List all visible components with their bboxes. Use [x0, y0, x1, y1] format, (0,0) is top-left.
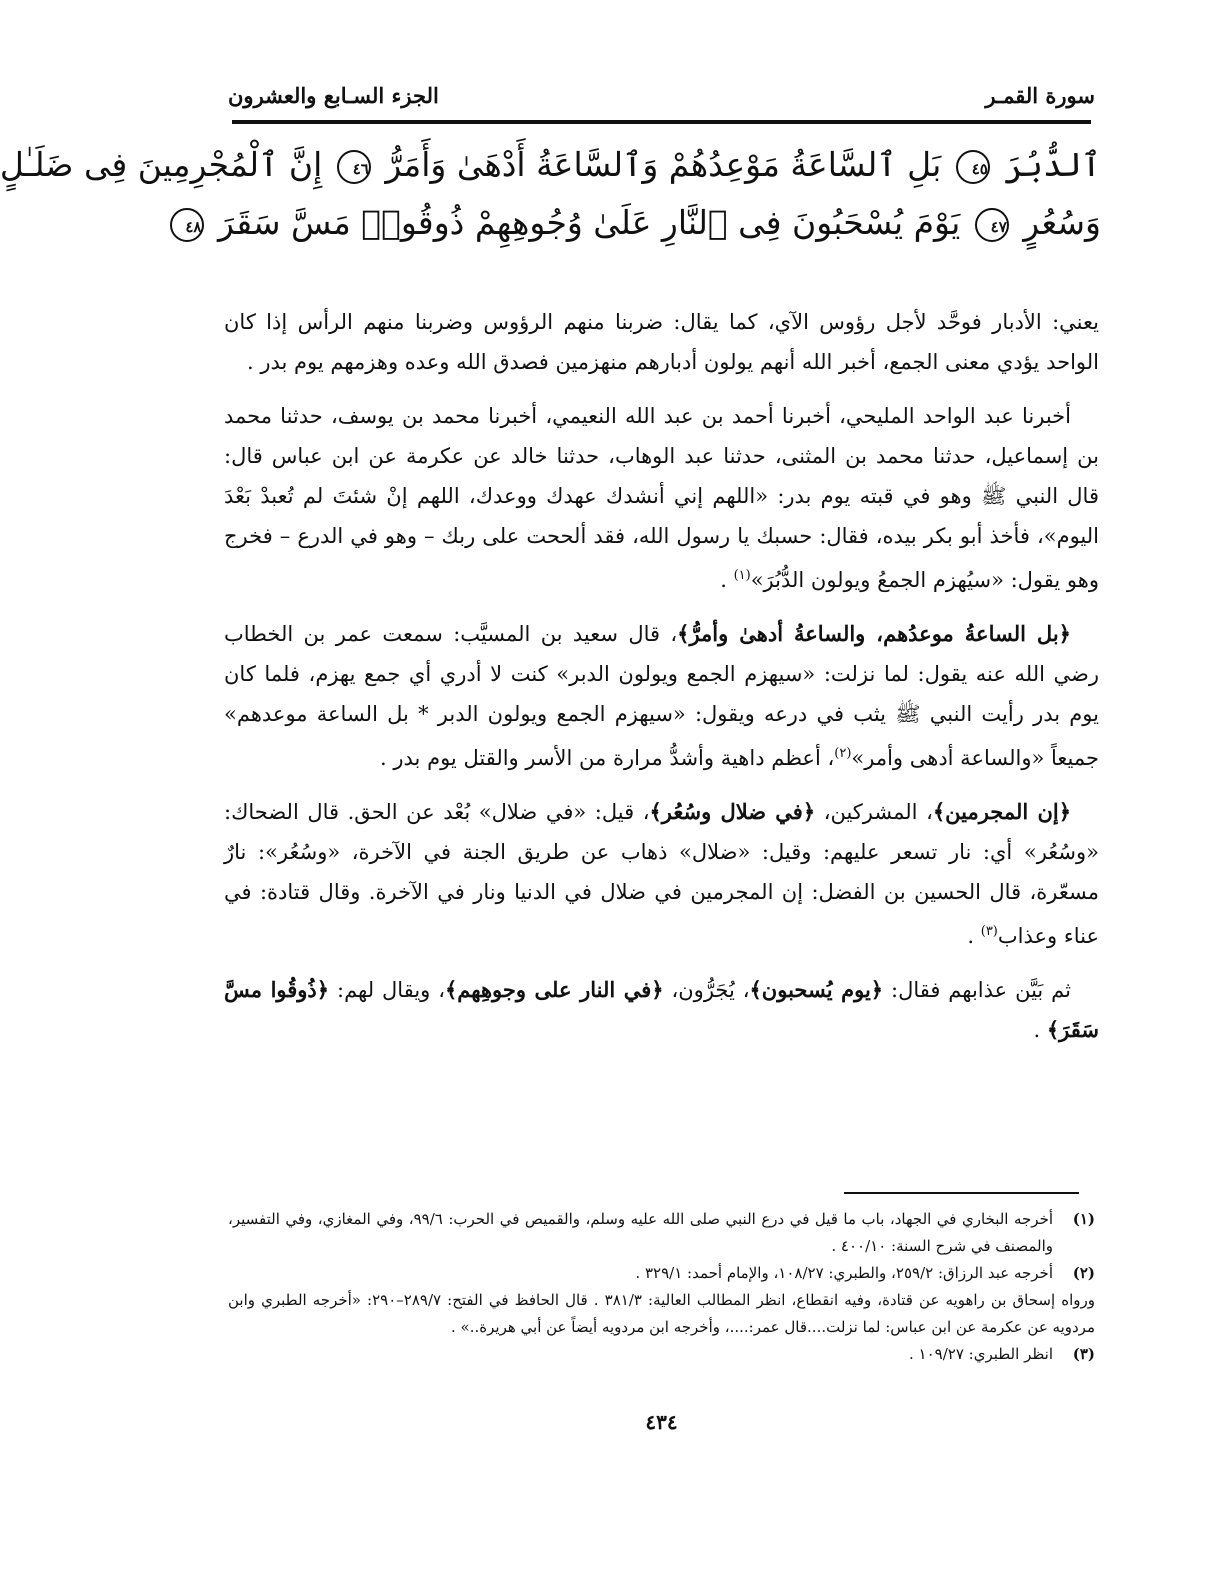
ayah-marker-48: ٤٨ — [170, 208, 204, 242]
quran-verses — [0, 136, 1101, 252]
header-rule — [232, 120, 1091, 124]
ayah-marker-47: ٤٧ — [975, 208, 1009, 242]
footnote-number: (٣) — [1072, 1345, 1095, 1363]
ayah-marker-46: ٤٦ — [337, 150, 371, 184]
verse-text: ٱلدُّبُرَ — [1004, 145, 1101, 184]
paragraph-text: ، قال سعيد بن المسيَّب: سمعت عمر بن الخطاب رضي الله عنه يقول: لما نزلت: «سيهزم الجمع ويولون الدبر» كنت لا أدري أي جمع يهزم، فلما كان يوم بدر رأيت النبي ﷺ يثب في درعه ويقول: «سيهزم الجمع ويولون الدبر * بل الساعة موعدهم» جميعاً «والساعة أدهى وأمر» — [224, 622, 1099, 770]
ayah-marker-45: ٤٥ — [956, 150, 990, 184]
paragraph-text: ، يُجَرُّون، — [663, 978, 750, 1002]
paragraph-1 — [224, 302, 1099, 382]
quoted-verse: ﴿ذُوقُوا مسَّ سَقَرَ﴾ — [224, 977, 1099, 1042]
paragraph-4 — [224, 792, 1099, 956]
paragraph-text: أخبرنا عبد الواحد المليحي، أخبرنا أحمد بن عبد الله النعيمي، أخبرنا محمد بن يوسف، حدثنا محمد بن إسماعيل، حدثنا محمد بن المثنى، حدثنا عبد الوهاب، حدثنا خالد عن عكرمة عن ابن عباس قال: قال النبي ﷺ وهو في قبته يوم بدر: «اللهم إني أنشدك عهدك ووعدك، اللهم إنْ شئتَ لم تُعبدْ بَعْدَ اليوم»، فأخذ أبو بكر بيده، فقال: حسبك يا رسول الله، فقد ألححت على ربك – وهو في الدرع – فخرج وهو يقول: «سيُهزم الجمعُ ويولون الدُّبُرَ» — [224, 404, 1099, 592]
paragraph-text: يعني: الأدبار فوحَّد لأجل رؤوس الآي، كما يقال: ضربنا منهم الرؤوس وضربنا منهم الرأس إذا كان الواحد يؤدي معنى الجمع، أخبر الله أنهم يولون أدبارهم منهزمين فصدق الله وعده وهزمهم يوم بدر . — [224, 310, 1099, 374]
footnote-ref-2[interactable]: (٢) — [834, 746, 852, 761]
paragraph-text: ، ويقال لهم: — [329, 978, 445, 1002]
verse-text: بَلِ ٱلسَّاعَةُ مَوْعِدُهُمْ وَٱلسَّاعَةُ أَدْهَىٰ وَأَمَرُّ — [385, 145, 942, 184]
quoted-verse: ﴿في النار على وجوهِهم﴾ — [445, 977, 664, 1002]
paragraph-text: . — [720, 568, 734, 592]
paragraph-text: ، قيل: «في ضلال» بُعْد عن الحق. قال الضحاك: «وسُعُر» أي: نار تسعر عليهم: وقيل: «ضلال» ذهاب عن طريق الجنة في الآخرة، «وسُعُر»: نارٌ مسعّرة، قال الحسين بن الفضل: إن المجرمين في ضلال في الدنيا ونار في الآخرة. وقال قتادة: في عناء وعذاب — [224, 800, 1099, 948]
paragraph-text: . — [967, 924, 981, 948]
footnote-number: (٢) — [1072, 1264, 1095, 1282]
quoted-verse: ﴿بل الساعةُ موعدُهم، والساعةُ أدهىٰ وأمرُّ﴾ — [677, 621, 1071, 646]
paragraph-3 — [224, 614, 1099, 778]
footnote-2-continuation: ورواه إسحاق بن راهويه عن قتادة، وفيه انقطاع، انظر المطالب العالية: ٣٨١/٣ . قال الحافظ في الفتح: ٢٨٩/٧–٢٩٠: «أخرجه الطبري وابن مردويه عن عكرمة عن ابن عباس: لما نزلت....قال عمر:....، وأخرجه ابن مردويه أيضاً عن أبي هريرة..» . — [228, 1291, 1096, 1336]
paragraph-text: ، أعظم داهية وأشدُّ مرارة من الأسر والقتل يوم بدر . — [380, 746, 835, 770]
page-number: ٤٣٤ — [645, 1410, 678, 1434]
paragraph-text: ، المشركين، — [815, 800, 933, 824]
footnotes — [228, 1206, 1095, 1368]
footnote-separator — [844, 1192, 1079, 1194]
quoted-verse: ﴿إن المجرمين﴾ — [932, 799, 1071, 824]
verse-line-2 — [185, 194, 1101, 252]
quoted-verse: ﴿يوم يُسحبون﴾ — [749, 977, 884, 1002]
paragraph-text: ثم بَيَّن عذابهم فقال: — [883, 978, 1071, 1002]
footnote-1 — [228, 1206, 1095, 1260]
footnote-ref-1[interactable]: (١) — [733, 568, 751, 583]
verse-text: إِنَّ ٱلْمُجْرِمِينَ فِى ضَلَـٰلٍ — [0, 145, 323, 184]
footnote-2 — [228, 1260, 1095, 1287]
quoted-verse: ﴿في ضلال وسُعُر﴾ — [649, 799, 816, 824]
juz-title: الجزء السـابع والعشرون — [228, 83, 439, 108]
footnote-text: أخرجه البخاري في الجهاد، باب ما قيل في درع النبي صلى الله عليه وسلم، والقميص في الحرب: ٩٩/٦، وفي المغازي، وفي التفسير، والمصنف في شرح السنة: ٤٠٠/١٠ . — [228, 1210, 1054, 1255]
commentary-body — [224, 302, 1099, 1064]
paragraph-2 — [224, 396, 1099, 600]
footnote-text: أخرجه عبد الرزاق: ٢٥٩/٢، والطبري: ١٠٨/٢٧، والإمام أحمد: ٣٢٩/١ . — [635, 1264, 1053, 1282]
page-header — [228, 58, 1095, 108]
surah-title: سورة القمـر — [985, 83, 1095, 108]
footnote-3 — [228, 1341, 1095, 1368]
footnote-number: (١) — [1072, 1210, 1095, 1228]
footnote-ref-3[interactable]: (٣) — [980, 924, 998, 939]
paragraph-text: . — [1033, 1018, 1047, 1042]
verse-text: يَوْمَ يُسْحَبُونَ فِى ٱلنَّارِ عَلَىٰ وُجُوهِهِمْ ذُوقُوا۟ مَسَّ سَقَرَ — [218, 203, 961, 242]
verse-line-1 — [0, 136, 1101, 194]
verse-text: وَسُعُرٍ — [1023, 203, 1101, 242]
paragraph-5 — [224, 970, 1099, 1050]
footnote-text: انظر الطبري: ١٠٩/٢٧ . — [909, 1345, 1053, 1363]
